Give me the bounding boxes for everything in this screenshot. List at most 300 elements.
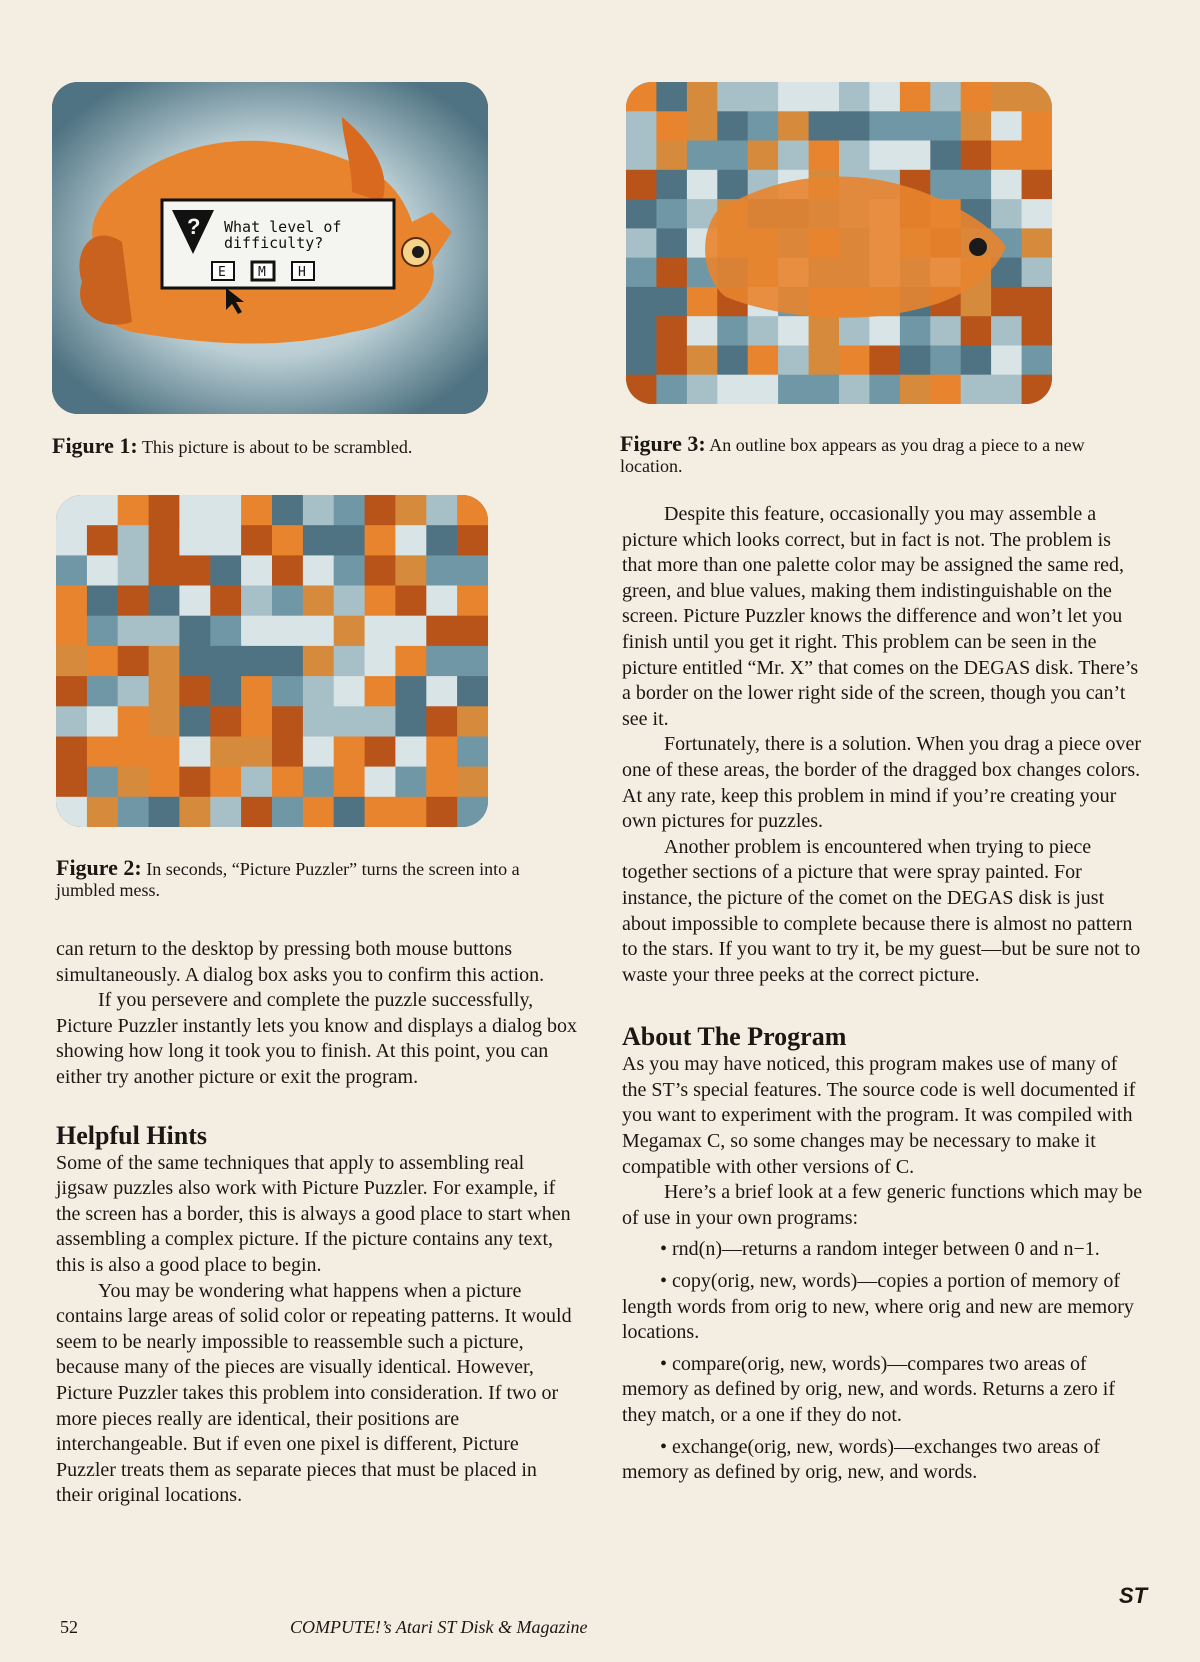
puzzle-piece: [426, 737, 457, 768]
puzzle-piece: [1022, 287, 1052, 317]
puzzle-piece: [118, 737, 149, 768]
puzzle-piece: [656, 287, 687, 317]
puzzle-piece: [365, 706, 396, 737]
bullet-compare: • compare(orig, new, words)—compares two areas of memory as defined by orig, new, and words. Returns a zero if they match, or a one if they do not.: [622, 1352, 1116, 1426]
puzzle-piece: [179, 676, 210, 707]
puzzle-piece: [118, 525, 149, 556]
puzzle-piece: [395, 737, 426, 768]
puzzle-piece: [1022, 170, 1052, 200]
puzzle-piece: [778, 346, 809, 376]
puzzle-piece: [56, 676, 87, 707]
goldfish-eye: [969, 238, 987, 256]
puzzle-piece: [395, 555, 426, 586]
puzzle-piece: [426, 797, 457, 827]
figure-1-label: Figure 1:: [52, 433, 138, 458]
puzzle-piece: [365, 767, 396, 798]
puzzle-piece: [457, 555, 488, 586]
puzzle-piece: [426, 586, 457, 617]
puzzle-piece: [656, 111, 687, 141]
puzzle-piece: [272, 676, 303, 707]
puzzle-piece: [457, 616, 488, 647]
puzzle-piece: [426, 646, 457, 677]
puzzle-piece: [395, 616, 426, 647]
puzzle-piece: [56, 646, 87, 677]
puzzle-piece: [426, 495, 457, 526]
puzzle-piece: [457, 676, 488, 707]
puzzle-piece: [210, 616, 241, 647]
puzzle-piece: [1022, 82, 1052, 112]
puzzle-piece: [839, 346, 870, 376]
puzzle-piece: [303, 767, 334, 798]
puzzle-piece: [303, 525, 334, 556]
puzzle-piece: [626, 228, 657, 258]
puzzle-piece: [991, 287, 1022, 317]
puzzle-piece: [179, 767, 210, 798]
puzzle-piece: [179, 586, 210, 617]
puzzle-piece: [656, 346, 687, 376]
right-column: [622, 502, 1144, 1486]
puzzle-piece: [395, 676, 426, 707]
puzzle-piece: [365, 555, 396, 586]
puzzle-piece: [961, 316, 992, 346]
puzzle-piece: [87, 495, 118, 526]
puzzle-piece: [717, 375, 748, 404]
puzzle-piece: [241, 555, 272, 586]
puzzle-piece: [687, 316, 718, 346]
puzzle-piece: [426, 676, 457, 707]
puzzle-piece: [149, 495, 180, 526]
puzzle-piece: [395, 767, 426, 798]
figure-3-label: Figure 3:: [620, 431, 706, 456]
puzzle-piece: [809, 111, 840, 141]
puzzle-piece: [991, 111, 1022, 141]
puzzle-piece: [87, 737, 118, 768]
puzzle-piece: [149, 767, 180, 798]
puzzle-piece: [457, 646, 488, 677]
puzzle-piece: [365, 586, 396, 617]
puzzle-piece: [687, 170, 718, 200]
puzzle-piece: [717, 141, 748, 171]
puzzle-piece: [930, 82, 961, 112]
puzzle-piece: [656, 141, 687, 171]
puzzle-piece: [869, 375, 900, 404]
puzzle-piece: [87, 767, 118, 798]
puzzle-piece: [334, 616, 365, 647]
puzzle-piece: [272, 737, 303, 768]
puzzle-piece: [334, 525, 365, 556]
puzzle-piece: [210, 495, 241, 526]
puzzle-piece: [210, 737, 241, 768]
puzzle-piece: [839, 111, 870, 141]
puzzle-piece: [87, 706, 118, 737]
puzzle-piece: [118, 767, 149, 798]
puzzle-piece: [930, 375, 961, 404]
puzzle-piece: [961, 287, 992, 317]
paragraph: Despite this feature, occasionally you may assemble a picture which looks correct, but in fact is not. The problem is that more than one palette color may be assigned the same red, green, and blue values, making them indistinguishable on the screen. Picture Puzzler knows the difference and won’t let you finish until you get it right. This problem can be seen in the picture entitled “Mr. X” that comes on the DEGAS disk. There’s a border on the lower right side of the screen, though you can’t see it.: [622, 503, 1139, 730]
puzzle-piece: [210, 646, 241, 677]
puzzle-piece: [1022, 375, 1052, 404]
puzzle-piece: [303, 616, 334, 647]
puzzle-piece: [991, 375, 1022, 404]
puzzle-piece: [272, 646, 303, 677]
puzzle-piece: [210, 797, 241, 827]
puzzle-piece: [900, 141, 931, 171]
puzzle-piece: [241, 706, 272, 737]
puzzle-piece: [395, 586, 426, 617]
puzzle-piece: [778, 82, 809, 112]
puzzle-piece: [961, 346, 992, 376]
puzzle-piece: [778, 316, 809, 346]
puzzle-piece: [87, 525, 118, 556]
puzzle-piece: [626, 287, 657, 317]
puzzle-piece: [626, 199, 657, 229]
puzzle-piece: [626, 111, 657, 141]
puzzle-piece: [334, 555, 365, 586]
puzzle-piece: [991, 199, 1022, 229]
puzzle-piece: [56, 525, 87, 556]
puzzle-piece: [457, 525, 488, 556]
puzzle-piece: [839, 82, 870, 112]
puzzle-piece: [426, 706, 457, 737]
paragraph: Fortunately, there is a solution. When you drag a piece over one of these areas, the border of the dragged box changes colors. At any rate, keep this problem in mind if you’re creating your own pictures for puzzles.: [622, 733, 1142, 833]
puzzle-piece: [395, 706, 426, 737]
figure-2-label: Figure 2:: [56, 855, 142, 880]
puzzle-piece: [149, 676, 180, 707]
puzzle-piece: [656, 199, 687, 229]
puzzle-piece: [272, 495, 303, 526]
svg-text:?: ?: [187, 214, 201, 239]
puzzle-piece: [626, 346, 657, 376]
puzzle-piece: [179, 525, 210, 556]
puzzle-piece: [272, 525, 303, 556]
puzzle-piece: [778, 111, 809, 141]
puzzle-piece: [149, 797, 180, 827]
puzzle-piece: [748, 346, 779, 376]
paragraph: Some of the same techniques that apply to assembling real jigsaw puzzles also work with Picture Puzzler. For example, if the screen has a border, this is always a good place to start when assembling a complex picture. If the picture contains any text, this is also a good place to begin.: [56, 1151, 571, 1276]
figure-1-screenshot: [52, 82, 488, 414]
puzzle-piece: [809, 346, 840, 376]
puzzle-piece: [149, 646, 180, 677]
puzzle-piece: [930, 346, 961, 376]
puzzle-piece: [626, 316, 657, 346]
paragraph: Another problem is encountered when trying to piece together sections of a picture that were spray painted. For instance, the picture of the comet on the DEGAS disk is just about impossible to complete because there is almost no pattern to the stars. If you want to try it, be my guest—but be sure not to waste your three peeks at the correct picture.: [622, 835, 1141, 986]
puzzle-piece: [839, 141, 870, 171]
puzzle-piece: [303, 797, 334, 827]
puzzle-piece: [900, 346, 931, 376]
puzzle-piece: [1022, 141, 1052, 171]
puzzle-piece: [210, 676, 241, 707]
puzzle-piece: [839, 375, 870, 404]
puzzle-piece: [717, 111, 748, 141]
puzzle-piece: [149, 706, 180, 737]
paragraph: If you persevere and complete the puzzle successfully, Picture Puzzler instantly lets you know and displays a dialog box showing how long it took you to finish. At this point, you can either try another picture or exit the program.: [56, 989, 578, 1088]
puzzle-piece: [809, 316, 840, 346]
puzzle-piece: [1022, 228, 1052, 258]
puzzle-piece: [365, 495, 396, 526]
puzzle-piece: [303, 676, 334, 707]
bullet-copy: • copy(orig, new, words)—copies a portion of memory of length words from orig to new, where orig and new are memory locations.: [622, 1270, 1134, 1344]
puzzle-piece: [961, 141, 992, 171]
puzzle-piece: [365, 646, 396, 677]
puzzle-piece: [930, 111, 961, 141]
puzzle-piece: [303, 555, 334, 586]
puzzle-piece: [56, 767, 87, 798]
puzzle-piece: [272, 767, 303, 798]
puzzle-piece: [118, 555, 149, 586]
puzzle-piece: [395, 797, 426, 827]
puzzle-piece: [656, 258, 687, 288]
figure-1-text: This picture is about to be scrambled.: [141, 437, 413, 457]
paragraph: As you may have noticed, this program makes use of many of the ST’s special features. The source code is well documented if you want to experiment with the program. It was compiled with Megamax C, so some changes may be necessary to make it compatible with other versions of C.: [622, 1053, 1136, 1178]
puzzle-piece: [717, 346, 748, 376]
puzzle-piece: [395, 525, 426, 556]
puzzle-piece: [118, 706, 149, 737]
puzzle-piece: [272, 797, 303, 827]
puzzle-piece: [717, 170, 748, 200]
puzzle-piece: [869, 82, 900, 112]
puzzle-piece: [365, 737, 396, 768]
puzzle-piece: [869, 346, 900, 376]
puzzle-piece: [179, 495, 210, 526]
puzzle-piece: [961, 170, 992, 200]
puzzle-piece: [179, 737, 210, 768]
figure-3-text: An outline box appears as you drag a piece to a new location.: [620, 435, 1085, 476]
puzzle-piece: [748, 375, 779, 404]
puzzle-piece: [118, 797, 149, 827]
bullet-rnd: • rnd(n)—returns a random integer between 0 and n−1.: [660, 1238, 1100, 1261]
puzzle-piece: [426, 555, 457, 586]
puzzle-piece: [869, 316, 900, 346]
puzzle-piece: [334, 495, 365, 526]
puzzle-piece: [179, 797, 210, 827]
figure-3-screenshot: [626, 82, 1052, 404]
puzzle-piece: [900, 375, 931, 404]
puzzle-piece: [457, 797, 488, 827]
paragraph: can return to the desktop by pressing both mouse buttons simultaneously. A dialog box asks you to confirm this action.: [56, 938, 545, 986]
figure-2-screenshot: [56, 495, 488, 827]
puzzle-piece: [687, 82, 718, 112]
puzzle-piece: [748, 82, 779, 112]
puzzle-piece: [334, 706, 365, 737]
puzzle-piece: [365, 676, 396, 707]
puzzle-piece: [303, 706, 334, 737]
puzzle-piece: [241, 676, 272, 707]
svg-text:What level of: What level of: [224, 218, 342, 236]
puzzle-piece: [241, 737, 272, 768]
section-heading-helpful-hints: Helpful Hints: [56, 1120, 207, 1150]
puzzle-piece: [991, 82, 1022, 112]
puzzle-piece: [118, 676, 149, 707]
puzzle-piece: [149, 525, 180, 556]
puzzle-piece: [809, 141, 840, 171]
puzzle-piece: [149, 737, 180, 768]
puzzle-piece: [900, 111, 931, 141]
puzzle-piece: [179, 706, 210, 737]
puzzle-piece: [809, 375, 840, 404]
puzzle-piece: [210, 767, 241, 798]
svg-text:E: E: [218, 265, 226, 280]
puzzle-piece: [365, 797, 396, 827]
puzzle-piece: [334, 676, 365, 707]
puzzle-piece: [334, 646, 365, 677]
puzzle-piece: [56, 616, 87, 647]
paragraph: Here’s a brief look at a few generic functions which may be of use in your own programs:: [622, 1181, 1143, 1229]
puzzle-piece: [56, 737, 87, 768]
puzzle-piece: [930, 316, 961, 346]
magazine-title: COMPUTE!’s Atari ST Disk & Magazine: [290, 1617, 588, 1637]
puzzle-piece: [272, 616, 303, 647]
puzzle-piece: [778, 375, 809, 404]
puzzle-piece: [748, 111, 779, 141]
puzzle-piece: [210, 525, 241, 556]
partially-assembled-goldfish-image: [626, 82, 1052, 404]
puzzle-piece: [748, 316, 779, 346]
puzzle-piece: [118, 616, 149, 647]
puzzle-piece: [56, 797, 87, 827]
puzzle-piece: [457, 737, 488, 768]
puzzle-piece: [179, 555, 210, 586]
puzzle-piece: [149, 586, 180, 617]
puzzle-piece: [1022, 199, 1052, 229]
puzzle-piece: [395, 495, 426, 526]
puzzle-piece: [241, 767, 272, 798]
puzzle-piece: [869, 141, 900, 171]
puzzle-piece: [303, 646, 334, 677]
puzzle-piece: [656, 375, 687, 404]
puzzle-piece: [334, 586, 365, 617]
puzzle-piece: [426, 525, 457, 556]
puzzle-piece: [210, 706, 241, 737]
puzzle-piece: [87, 676, 118, 707]
page-number: 52: [60, 1617, 78, 1637]
puzzle-piece: [930, 170, 961, 200]
figure-2-caption: [56, 857, 556, 901]
puzzle-piece: [687, 141, 718, 171]
puzzle-piece: [179, 646, 210, 677]
figure-2-text: In seconds, “Picture Puzzler” turns the screen into a jumbled mess.: [56, 859, 520, 900]
puzzle-piece: [334, 797, 365, 827]
left-column: [56, 937, 578, 1509]
puzzle-piece: [426, 616, 457, 647]
puzzle-piece: [1022, 346, 1052, 376]
puzzle-piece: [961, 111, 992, 141]
puzzle-piece: [991, 316, 1022, 346]
figure-1-caption: [52, 435, 502, 458]
puzzle-piece: [241, 797, 272, 827]
puzzle-piece: [365, 616, 396, 647]
puzzle-piece: [626, 170, 657, 200]
puzzle-piece: [930, 141, 961, 171]
puzzle-piece: [687, 111, 718, 141]
puzzle-piece: [717, 82, 748, 112]
puzzle-piece: [87, 797, 118, 827]
puzzle-piece: [687, 287, 718, 317]
puzzle-piece: [869, 111, 900, 141]
puzzle-piece: [457, 767, 488, 798]
puzzle-piece: [961, 82, 992, 112]
puzzle-piece: [395, 646, 426, 677]
svg-text:H: H: [298, 265, 306, 280]
puzzle-piece: [626, 258, 657, 288]
scrambled-goldfish-image: [56, 495, 488, 827]
puzzle-piece: [334, 767, 365, 798]
puzzle-piece: [1022, 111, 1052, 141]
puzzle-piece: [687, 375, 718, 404]
puzzle-piece: [303, 495, 334, 526]
puzzle-piece: [656, 82, 687, 112]
puzzle-piece: [303, 586, 334, 617]
puzzle-piece: [778, 141, 809, 171]
puzzle-piece: [626, 141, 657, 171]
puzzle-piece: [56, 706, 87, 737]
puzzle-piece: [118, 586, 149, 617]
puzzle-piece: [457, 495, 488, 526]
puzzle-piece: [717, 316, 748, 346]
puzzle-piece: [626, 82, 657, 112]
puzzle-piece: [839, 316, 870, 346]
end-mark: ST: [1119, 1583, 1148, 1608]
puzzle-piece: [457, 586, 488, 617]
puzzle-piece: [241, 586, 272, 617]
puzzle-piece: [241, 616, 272, 647]
puzzle-piece: [656, 316, 687, 346]
puzzle-piece: [991, 346, 1022, 376]
puzzle-piece: [365, 525, 396, 556]
puzzle-piece: [149, 616, 180, 647]
puzzle-piece: [1022, 258, 1052, 288]
puzzle-piece: [687, 346, 718, 376]
puzzle-piece: [149, 555, 180, 586]
puzzle-piece: [118, 495, 149, 526]
section-heading-about-the-program: About The Program: [622, 1022, 847, 1052]
puzzle-piece: [87, 616, 118, 647]
puzzle-piece: [748, 141, 779, 171]
puzzle-piece: [656, 170, 687, 200]
puzzle-piece: [334, 737, 365, 768]
bullet-exchange: • exchange(orig, new, words)—exchanges two areas of memory as defined by orig, new, and words.: [622, 1435, 1100, 1484]
svg-text:M: M: [258, 265, 266, 280]
goldfish-image: [52, 82, 488, 414]
puzzle-piece: [179, 616, 210, 647]
puzzle-piece: [809, 82, 840, 112]
puzzle-piece: [87, 586, 118, 617]
puzzle-piece: [241, 646, 272, 677]
puzzle-piece: [991, 141, 1022, 171]
puzzle-piece: [656, 228, 687, 258]
puzzle-piece: [56, 495, 87, 526]
puzzle-piece: [1022, 316, 1052, 346]
puzzle-piece: [210, 555, 241, 586]
puzzle-piece: [900, 316, 931, 346]
puzzle-piece: [118, 646, 149, 677]
puzzle-piece: [303, 737, 334, 768]
puzzle-piece: [56, 555, 87, 586]
puzzle-piece: [272, 706, 303, 737]
puzzle-piece: [272, 555, 303, 586]
puzzle-piece: [426, 767, 457, 798]
puzzle-piece: [457, 706, 488, 737]
puzzle-piece: [900, 82, 931, 112]
puzzle-piece: [87, 646, 118, 677]
svg-text:difficulty?: difficulty?: [224, 234, 324, 252]
puzzle-piece: [241, 495, 272, 526]
puzzle-piece: [961, 375, 992, 404]
puzzle-piece: [56, 586, 87, 617]
puzzle-piece: [272, 586, 303, 617]
figure-3-caption: [620, 433, 1140, 477]
puzzle-piece: [626, 375, 657, 404]
paragraph: You may be wondering what happens when a picture contains large areas of solid color or repeating patterns. It would seem to be nearly impossible to reassemble such a picture, because many of the pieces are visually identical. However, Picture Puzzler takes this problem into consideration. If two or more pieces really are identical, their positions are interchangeable. But if even one pixel is different, Picture Puzzler treats them as separate pieces that must be placed in their original locations.: [56, 1279, 572, 1507]
